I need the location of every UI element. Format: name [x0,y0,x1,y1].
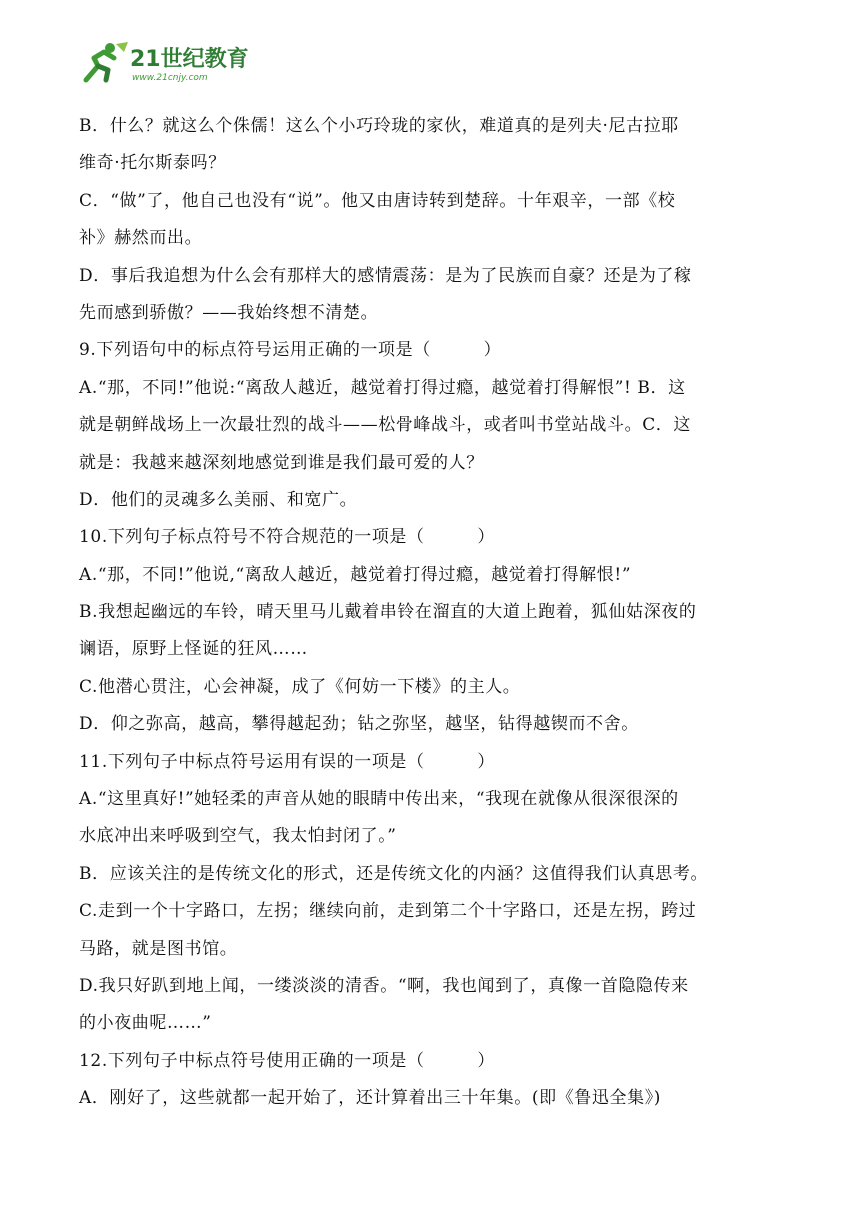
text-line: 先而感到骄傲？——我始终想不清楚。 [79,302,379,323]
text-line: C.他潜心贯注，心会神凝，成了《何妨一下楼》的主人。 [79,676,521,697]
text-line: B.我想起幽远的车铃，晴天里马儿戴着串铃在溜直的大道上跑着，狐仙姑深夜的 [79,602,697,623]
text-line: D．仰之弥高，越高，攀得越起劲；钻之弥坚，越坚，钻得越锲而不舍。 [79,714,639,735]
text-line: C.走到一个十字路口，左拐；继续向前，走到第二个十字路口，还是左拐，跨过 [79,901,697,922]
text-line: B．应该关注的是传统文化的形式，还是传统文化的内涵？这值得我们认真思考。 [79,863,709,884]
question-9-stem: 9.下列语句中的标点符号运用正确的一项是（ ） [79,340,502,361]
text-line: D.我只好趴到地上闻，一缕淡淡的清香。“啊，我也闻到了，真像一首隐隐传来 [79,975,689,996]
logo-brand-text: 21世纪教育 [130,47,249,72]
question-10-stem: 10.下列句子标点符号不符合规范的一项是（ ） [79,527,496,548]
text-line: 就是：我越来越深刻地感觉到谁是我们最可爱的人？ [79,452,484,473]
text-line: 补》赫然而出。 [79,228,203,249]
text-line: D．事后我追想为什么会有那样大的感情震荡：是为了民族而自豪？还是为了稼 [79,265,692,286]
document-body [79,108,789,1118]
text-line: 维奇·托尔斯泰吗？ [79,153,226,174]
text-line: C．“做”了，他自己也没有“说”。他又由唐诗转到楚辞。十年艰辛，一部《校 [79,190,676,211]
text-line: B．什么？就这么个侏儒！这么个小巧玲珑的家伙，难道真的是列夫·尼古拉耶 [79,116,679,136]
logo-url-text: www.21cnjy.com [132,73,208,83]
text-line: D．他们的灵魂多么美丽、和宽广。 [79,489,358,510]
text-line: A.“这里真好!”她轻柔的声音从她的眼睛中传出来，“我现在就像从很深很深的 [79,789,679,810]
question-12-stem: 12.下列句子中标点符号使用正确的一项是（ ） [79,1050,496,1071]
text-line: 水底冲出来呼吸到空气，我太怕封闭了。” [79,826,397,847]
text-line: 谰语，原野上怪诞的狂风…… [79,639,308,660]
question-11-stem: 11.下列句子中标点符号运用有误的一项是（ ） [79,751,496,772]
logo-graphic [80,40,250,86]
text-line: A．刚好了，这些就都一起开始了，还计算着出三十年集。(即《鲁迅全集》) [79,1088,662,1109]
text-line: 就是朝鲜战场上一次最壮烈的战斗——松骨峰战斗，或者叫书堂站战斗。C．这 [79,415,692,436]
text-line: 马路，就是图书馆。 [79,938,238,959]
text-line: A.“那，不同!”他说,“离敌人越近，越觉着打得过瘾，越觉着打得解恨!” [79,564,632,585]
site-logo [80,40,250,86]
text-line: 的小夜曲呢……” [79,1013,212,1034]
text-line: A.“那，不同!”他说:“离敌人越近，越觉着打得过瘾，越觉着打得解恨”! B．这 [79,377,686,398]
